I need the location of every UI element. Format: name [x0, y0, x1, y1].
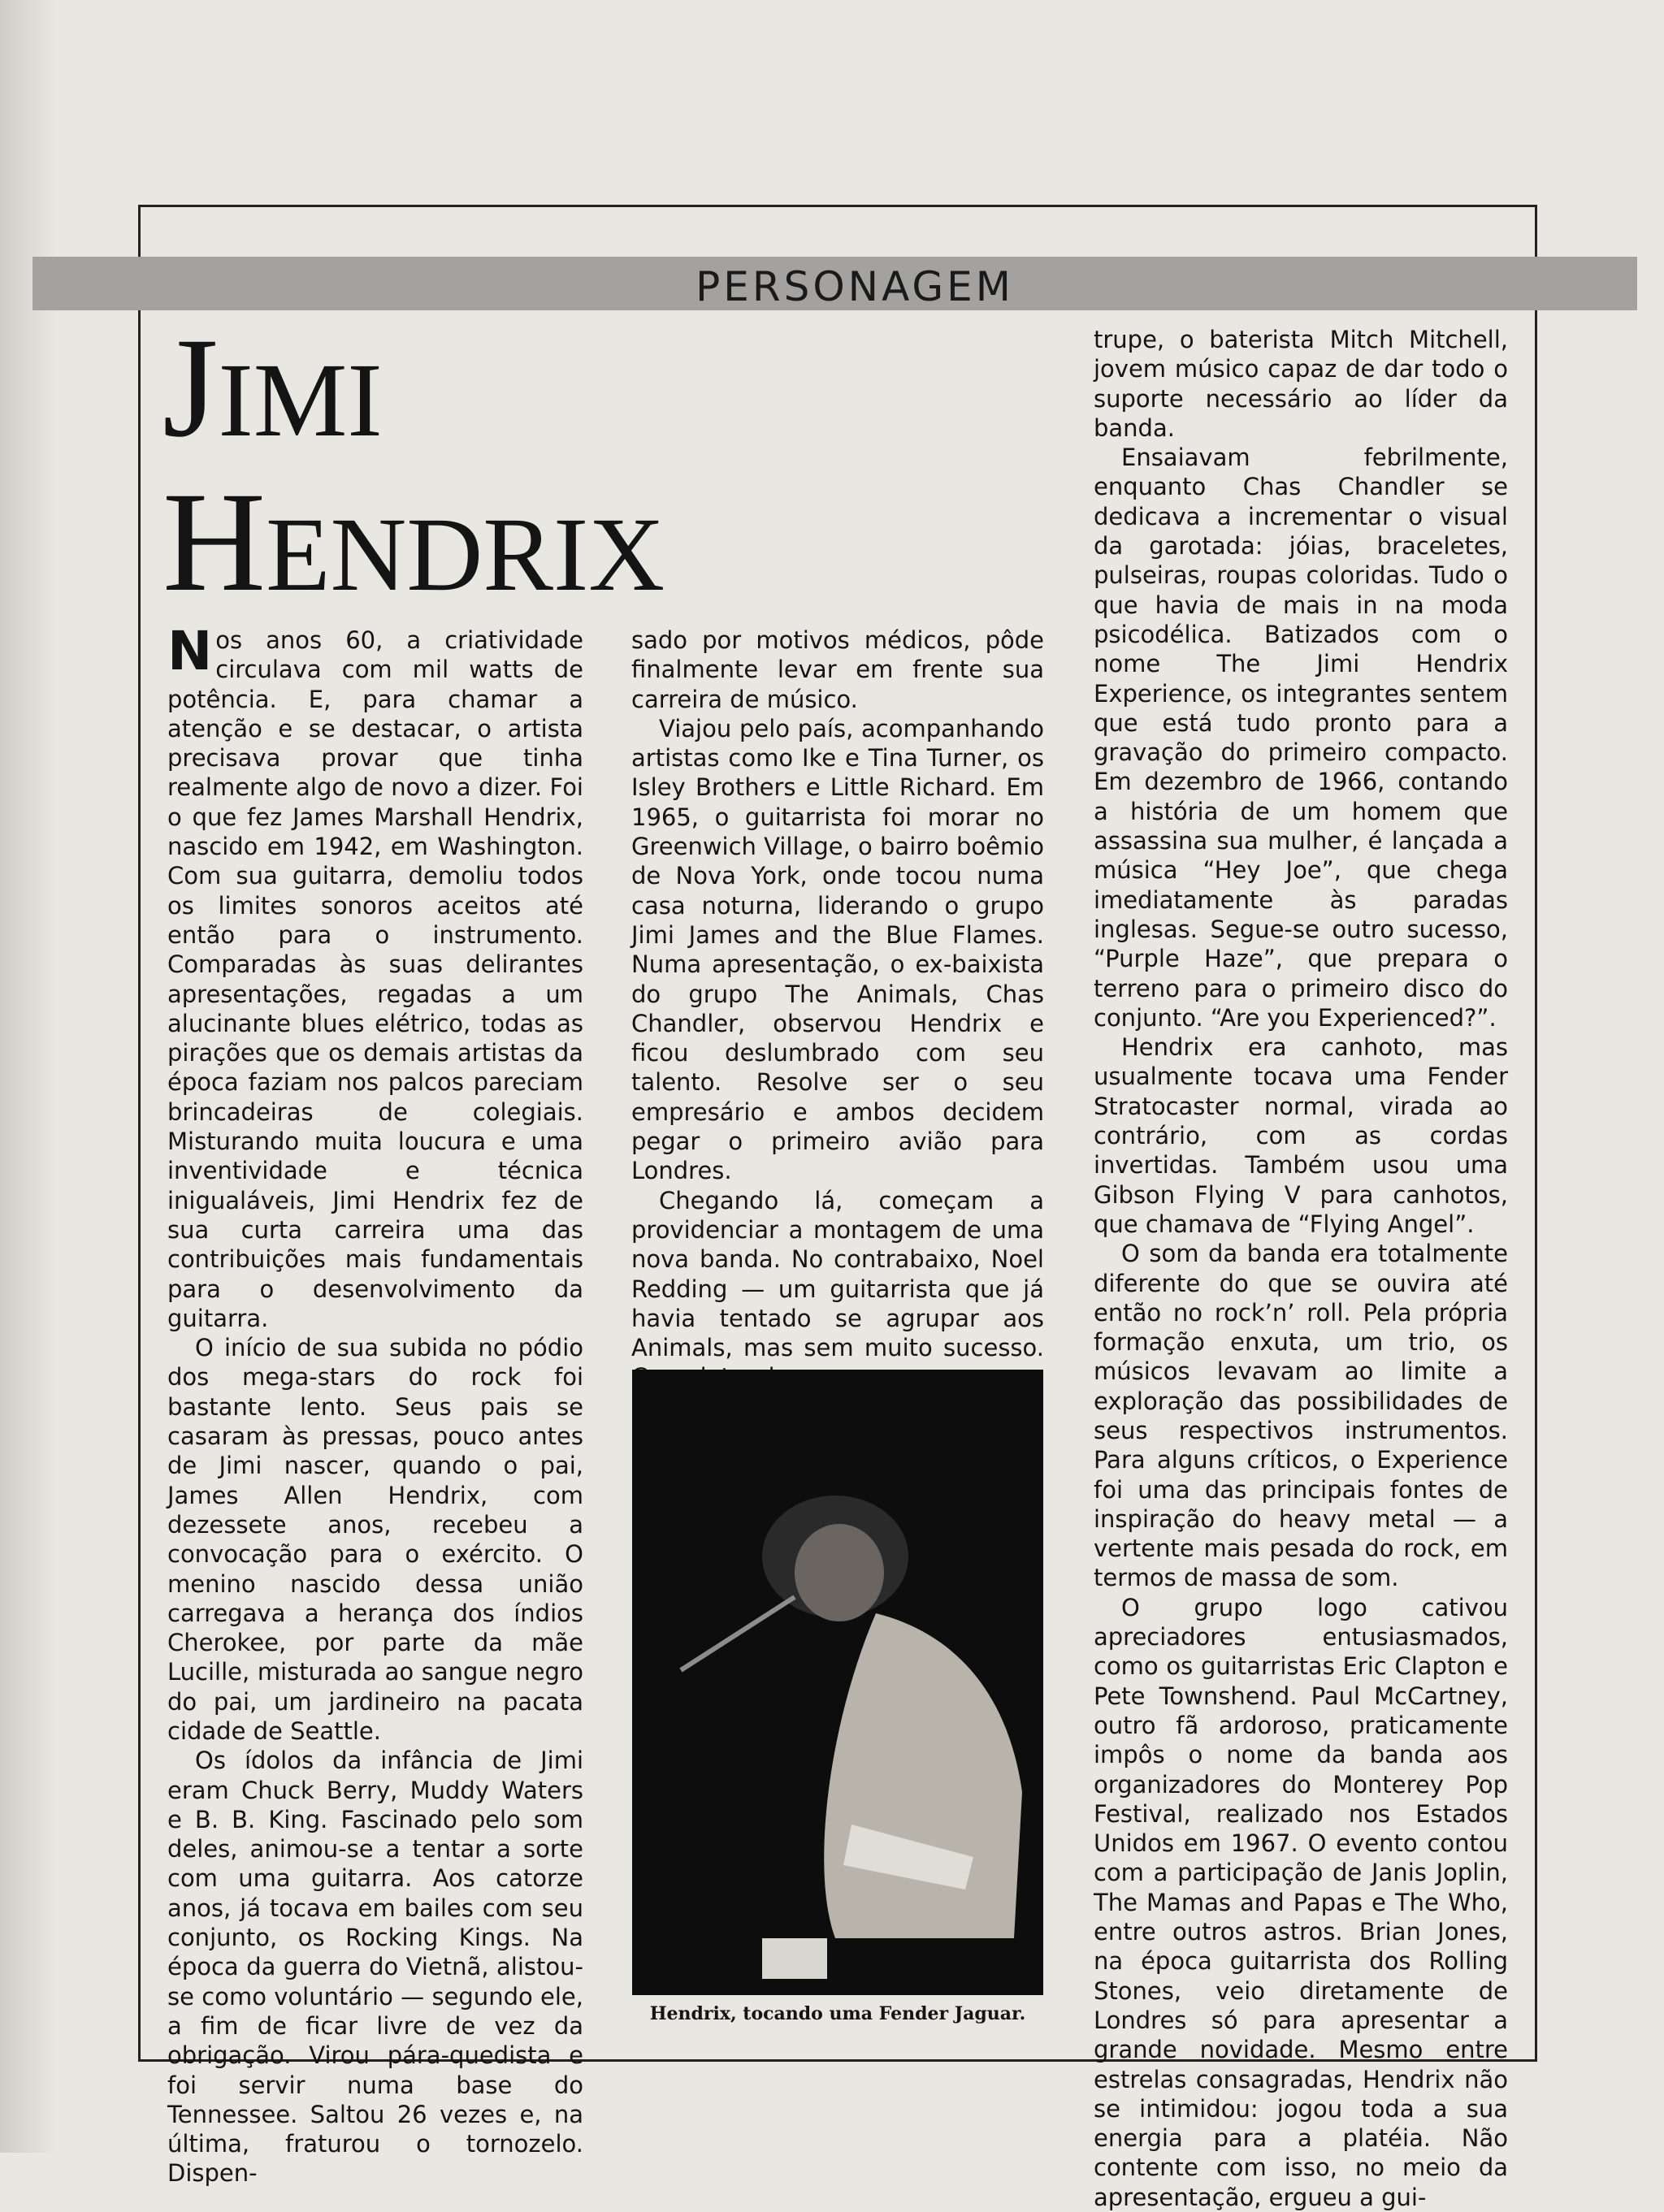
paragraph: sado por motivos médicos, pôde finalmente levar em frente sua carreira de músico.	[631, 626, 1044, 713]
article-column-3	[1094, 325, 1508, 2212]
paragraph: trupe, o baterista Mitch Mitchell, jovem músico capaz de dar todo o suporte necessário ao líder da banda.	[1094, 326, 1508, 442]
hendrix-photo	[632, 1370, 1043, 1995]
paragraph: O som da banda era totalmente diferente do que se ouvira até então no rock’n’ roll. Pela própria formação enxuta, um trio, os músicos levavam ao limite a exploração das possibilidades de seus respectivos instrumentos. Para alguns críticos, o Experience foi uma das principais fontes de inspiração do heavy metal — a vertente mais pesada do rock, em termos de massa de som.	[1094, 1240, 1508, 1592]
title-initial-2: H	[162, 463, 266, 621]
paragraph	[167, 620, 583, 1333]
photo-illustration	[632, 1370, 1043, 1995]
paragraph: Viajou pelo país, acompanhando artistas como Ike e Tina Turner, os Isley Brothers e Little Richard. Em 1965, o guitarrista foi morar no Greenwich Village, o bairro boêmio de Nova York, onde tocou numa casa noturna, liderando o grupo Jimi James and the Blue Flames. Numa apresentação, o ex-baixista do grupo The Animals, Chas Chandler, observou Hendrix e ficou deslumbrado com seu talento. Resolve ser o seu empresário e ambos decidem pegar o primeiro avião para Londres.	[631, 714, 1044, 1185]
drop-cap: N	[167, 620, 213, 682]
article-column-2	[631, 626, 1044, 1392]
paragraph: Ensaiavam febrilmente, enquanto Chas Chandler se dedicava a incrementar o visual da garotada: jóias, braceletes, pulseiras, roupas coloridas. Tudo o que havia de mais in na moda psicodélica. Batizados com o nome The Jimi Hendrix Experience, os integrantes sentem que está tudo pronto para a gravação do primeiro compacto. Em dezembro de 1966, contando a história de um homem que assassina sua mulher, é lançada a música “Hey Joe”, que chega imediatamente às paradas inglesas. Segue-se outro sucesso, “Purple Haze”, que prepara o terreno para o primeiro disco do conjunto. “Are you Experienced?”.	[1094, 444, 1508, 1032]
paragraph: O grupo logo cativou apreciadores entusiasmados, como os guitarristas Eric Clapton e Pete Townshend. Paul McCartney, outro fã ardoroso, praticamente impôs o nome da banda aos organizadores do Monterey Pop Festival, realizado nos Estados Unidos em 1967. O evento contou com a participação de Janis Joplin, The Mamas and Papas e The Who, entre outros astros. Brian Jones, na época guitarrista dos Rolling Stones, veio diretamente de Londres só para apresentar a grande novidade. Mesmo entre estrelas consagradas, Hendrix não se intimidou: jogou toda a sua energia para a platéia. Não contente com isso, no meio da apresentação, ergueu a gui-	[1094, 1593, 1508, 2211]
section-label: PERSONAGEM	[696, 263, 1014, 310]
title-line-1	[162, 309, 665, 471]
paragraph: Os ídolos da infância de Jimi eram Chuck Berry, Muddy Waters e B. B. King. Fascinado pelo som deles, animou-se a tentar a sorte com uma guitarra. Aos catorze anos, já tocava em bailes com seu conjunto, os Rocking Kings. Na época da guerra do Vietnã, alistou-se como voluntário — segundo ele, a fim de ficar livre de vez da obrigação. Virou pára-quedista e foi servir numa base do Tennessee. Saltou 26 vezes e, na última, fraturou o tornozelo. Dispen-	[167, 1747, 583, 2188]
title-rest-2: ENDRIX	[266, 496, 665, 613]
title-initial-1: J	[162, 309, 219, 467]
paragraph: O início de sua subida no pódio dos mega-stars do rock foi bastante lento. Seus pais se casaram às pressas, pouco antes de Jimi nascer, quando o pai, James Allen Hendrix, com dezessete anos, recebeu a convocação para o exército. O menino nascido dessa união carregava a herança dos índios Cherokee, por parte da mãe Lucille, misturada ao sangue negro do pai, um jardineiro na pacata cidade de Seattle.	[167, 1334, 583, 1745]
article-column-1	[167, 620, 583, 2188]
paragraph: Chegando lá, começam a providenciar a montagem de uma nova banda. No contrabaixo, Noel Redding — um guitarrista que já havia tentado se agrupar aos Animals, mas sem muito sucesso.	[631, 1186, 1044, 1362]
paragraph-text: os anos 60, a criatividade circulava com mil watts de potência. E, para chamar a atenção e se destacar, o artista precisava provar que tinha realmente algo de novo a dizer. Foi o que fez James Marshall Hendrix, nascido em 1942, em Washington. Com sua guitarra, demoliu todos os limites sonoros aceitos até então para o instrumento. Comparadas às suas delirantes apresentações, regadas a um alucinante blues elétrico, todas as pirações que os demais artistas da época faziam nos palcos pareciam brincadeiras de colegiais. Misturando muita loucura e uma inventividade e técnica inigualáveis, Jimi Hendrix fez de sua curta carreira uma das contribuições mais fundamentais para o desenvolvimento da guitarra.	[167, 626, 583, 1332]
title-rest-1: IMI	[218, 342, 383, 459]
title-line-2	[162, 463, 665, 626]
paragraph: Hendrix era canhoto, mas usualmente tocava uma Fender Stratocaster normal, virada ao contrário, com as cordas invertidas. Também usou uma Gibson Flying V para canhotos, que chamava de “Flying Angel”.	[1094, 1033, 1508, 1238]
scan-edge	[0, 0, 57, 2153]
article-title	[162, 309, 665, 626]
photo-caption: Hendrix, tocando uma Fender Jaguar.	[649, 2003, 1026, 2024]
